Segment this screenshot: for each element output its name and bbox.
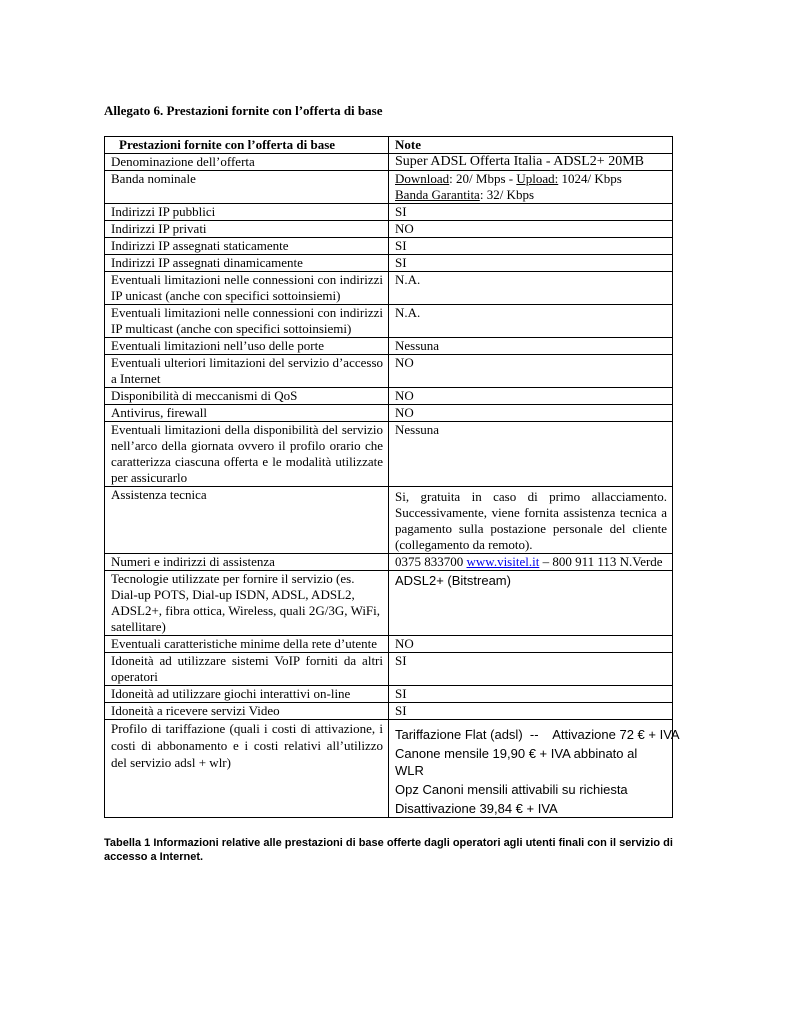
table-row <box>105 272 673 305</box>
download-value: : 20/ Mbps - <box>449 171 517 186</box>
table-row <box>105 703 673 720</box>
table-row <box>105 554 673 571</box>
table-row <box>105 221 673 238</box>
row-label: Idoneità a ricevere servizi Video <box>105 703 389 720</box>
row-label: Eventuali ulteriori limitazioni del servizio d’accesso a Internet <box>105 355 389 388</box>
table-row <box>105 238 673 255</box>
download-label: Download <box>395 171 450 186</box>
row-note: Super ADSL Offerta Italia - ADSL2+ 20MB <box>389 154 673 171</box>
row-label: Eventuali limitazioni nelle connessioni con indirizzi IP multicast (anche con specifici sottoinsiemi) <box>105 305 389 338</box>
support-website-link[interactable]: www.visitel.it <box>466 554 540 569</box>
row-note: SI <box>389 238 673 255</box>
row-note: N.A. <box>389 272 673 305</box>
table-row <box>105 636 673 653</box>
row-note: SI <box>389 703 673 720</box>
pricing-line: Disattivazione 39,84 € + IVA <box>395 801 558 816</box>
upload-label: Upload: <box>516 171 559 186</box>
row-note: SI <box>389 686 673 703</box>
table-row <box>105 405 673 422</box>
row-label: Idoneità ad utilizzare sistemi VoIP forniti da altri operatori <box>105 653 389 686</box>
guaranteed-value: : 32/ Kbps <box>479 187 534 202</box>
row-label: Indirizzi IP assegnati dinamicamente <box>105 255 389 272</box>
row-label: Banda nominale <box>105 171 389 204</box>
row-label: Numeri e indirizzi di assistenza <box>105 554 389 571</box>
pricing-line: Canone mensile 19,90 € + IVA abbinato al WLR <box>395 746 638 778</box>
table-row <box>105 686 673 703</box>
table-row <box>105 355 673 388</box>
table-row <box>105 255 673 272</box>
row-label: Denominazione dell’offerta <box>105 154 389 171</box>
table-row <box>105 653 673 686</box>
row-label: Disponibilità di meccanismi di QoS <box>105 388 389 405</box>
row-note: SI <box>389 255 673 272</box>
table-row <box>105 422 673 487</box>
row-label: Assistenza tecnica <box>105 487 389 554</box>
row-label: Eventuali limitazioni nelle connessioni con indirizzi IP unicast (anche con specifici sottoinsiemi) <box>105 272 389 305</box>
row-note: NO <box>389 355 673 388</box>
row-note: Si, gratuita in caso di primo allacciamento. Successivamente, viene fornita assistenza tecnica a pagamento sulla postazione personale del cliente (collegamento da remoto). <box>389 487 673 554</box>
table-row <box>105 305 673 338</box>
pricing-note <box>389 720 680 818</box>
table-row <box>105 388 673 405</box>
table-row <box>105 338 673 355</box>
row-label: Indirizzi IP assegnati staticamente <box>105 238 389 255</box>
row-note: NO <box>389 221 673 238</box>
row-note <box>389 171 673 204</box>
row-label: Eventuali caratteristiche minime della rete d’utente <box>105 636 389 653</box>
row-note: SI <box>389 204 673 221</box>
table-caption: Tabella 1 Informazioni relative alle prestazioni di base offerte dagli operatori agli utenti finali con il servizio di accesso a Internet. <box>104 837 673 863</box>
row-note: N.A. <box>389 305 673 338</box>
row-label: Indirizzi IP privati <box>105 221 389 238</box>
header-note: Note <box>389 137 673 154</box>
table-row <box>105 571 673 636</box>
pricing-line: Opz Canoni mensili attivabili su richiesta <box>395 782 628 797</box>
table-header-row <box>105 137 673 154</box>
row-label: Idoneità ad utilizzare giochi interattivi on-line <box>105 686 389 703</box>
row-note: SI <box>389 653 673 686</box>
table-row <box>105 487 673 554</box>
table-row <box>105 720 673 818</box>
row-label: Indirizzi IP pubblici <box>105 204 389 221</box>
pricing-line: Tariffazione Flat (adsl) -- Attivazione 72 € + IVA <box>395 727 680 742</box>
row-label: Profilo di tariffazione (quali i costi di attivazione, i costi di abbonamento e i costi relativi all’utilizzo del servizio adsl + wlr) <box>105 720 389 818</box>
upload-value: 1024/ Kbps <box>558 171 622 186</box>
row-label: Eventuali limitazioni nell’uso delle porte <box>105 338 389 355</box>
row-label: Eventuali limitazioni della disponibilità del servizio nell’arco della giornata ovvero il profilo orario che caratterizza ciascuna offerta e le modalità utilizzate per assicurarlo <box>105 422 389 487</box>
document-heading: Allegato 6. Prestazioni fornite con l’offerta di base <box>104 103 383 118</box>
row-note: Nessuna <box>389 338 673 355</box>
row-note <box>389 554 673 571</box>
table-row <box>105 204 673 221</box>
table-row <box>105 154 673 171</box>
row-note: ADSL2+ (Bitstream) <box>389 571 673 636</box>
row-note: NO <box>389 636 673 653</box>
row-label: Antivirus, firewall <box>105 405 389 422</box>
row-label: Tecnologie utilizzate per fornire il servizio (es. Dial-up POTS, Dial-up ISDN, ADSL, ADSL2, ADSL2+, fibra ottica, Wireless, quali 2G/3G, WiFi, satellitare) <box>105 571 389 636</box>
support-phone: 0375 833700 <box>395 554 467 569</box>
table-row <box>105 171 673 204</box>
row-note: NO <box>389 405 673 422</box>
guaranteed-label: Banda Garantita <box>395 187 480 202</box>
support-toll-free: – 800 911 113 N.Verde <box>539 554 663 569</box>
row-note: Nessuna <box>389 422 673 487</box>
header-services: Prestazioni fornite con l’offerta di base <box>105 137 389 154</box>
row-note: NO <box>389 388 673 405</box>
services-table <box>104 136 680 818</box>
